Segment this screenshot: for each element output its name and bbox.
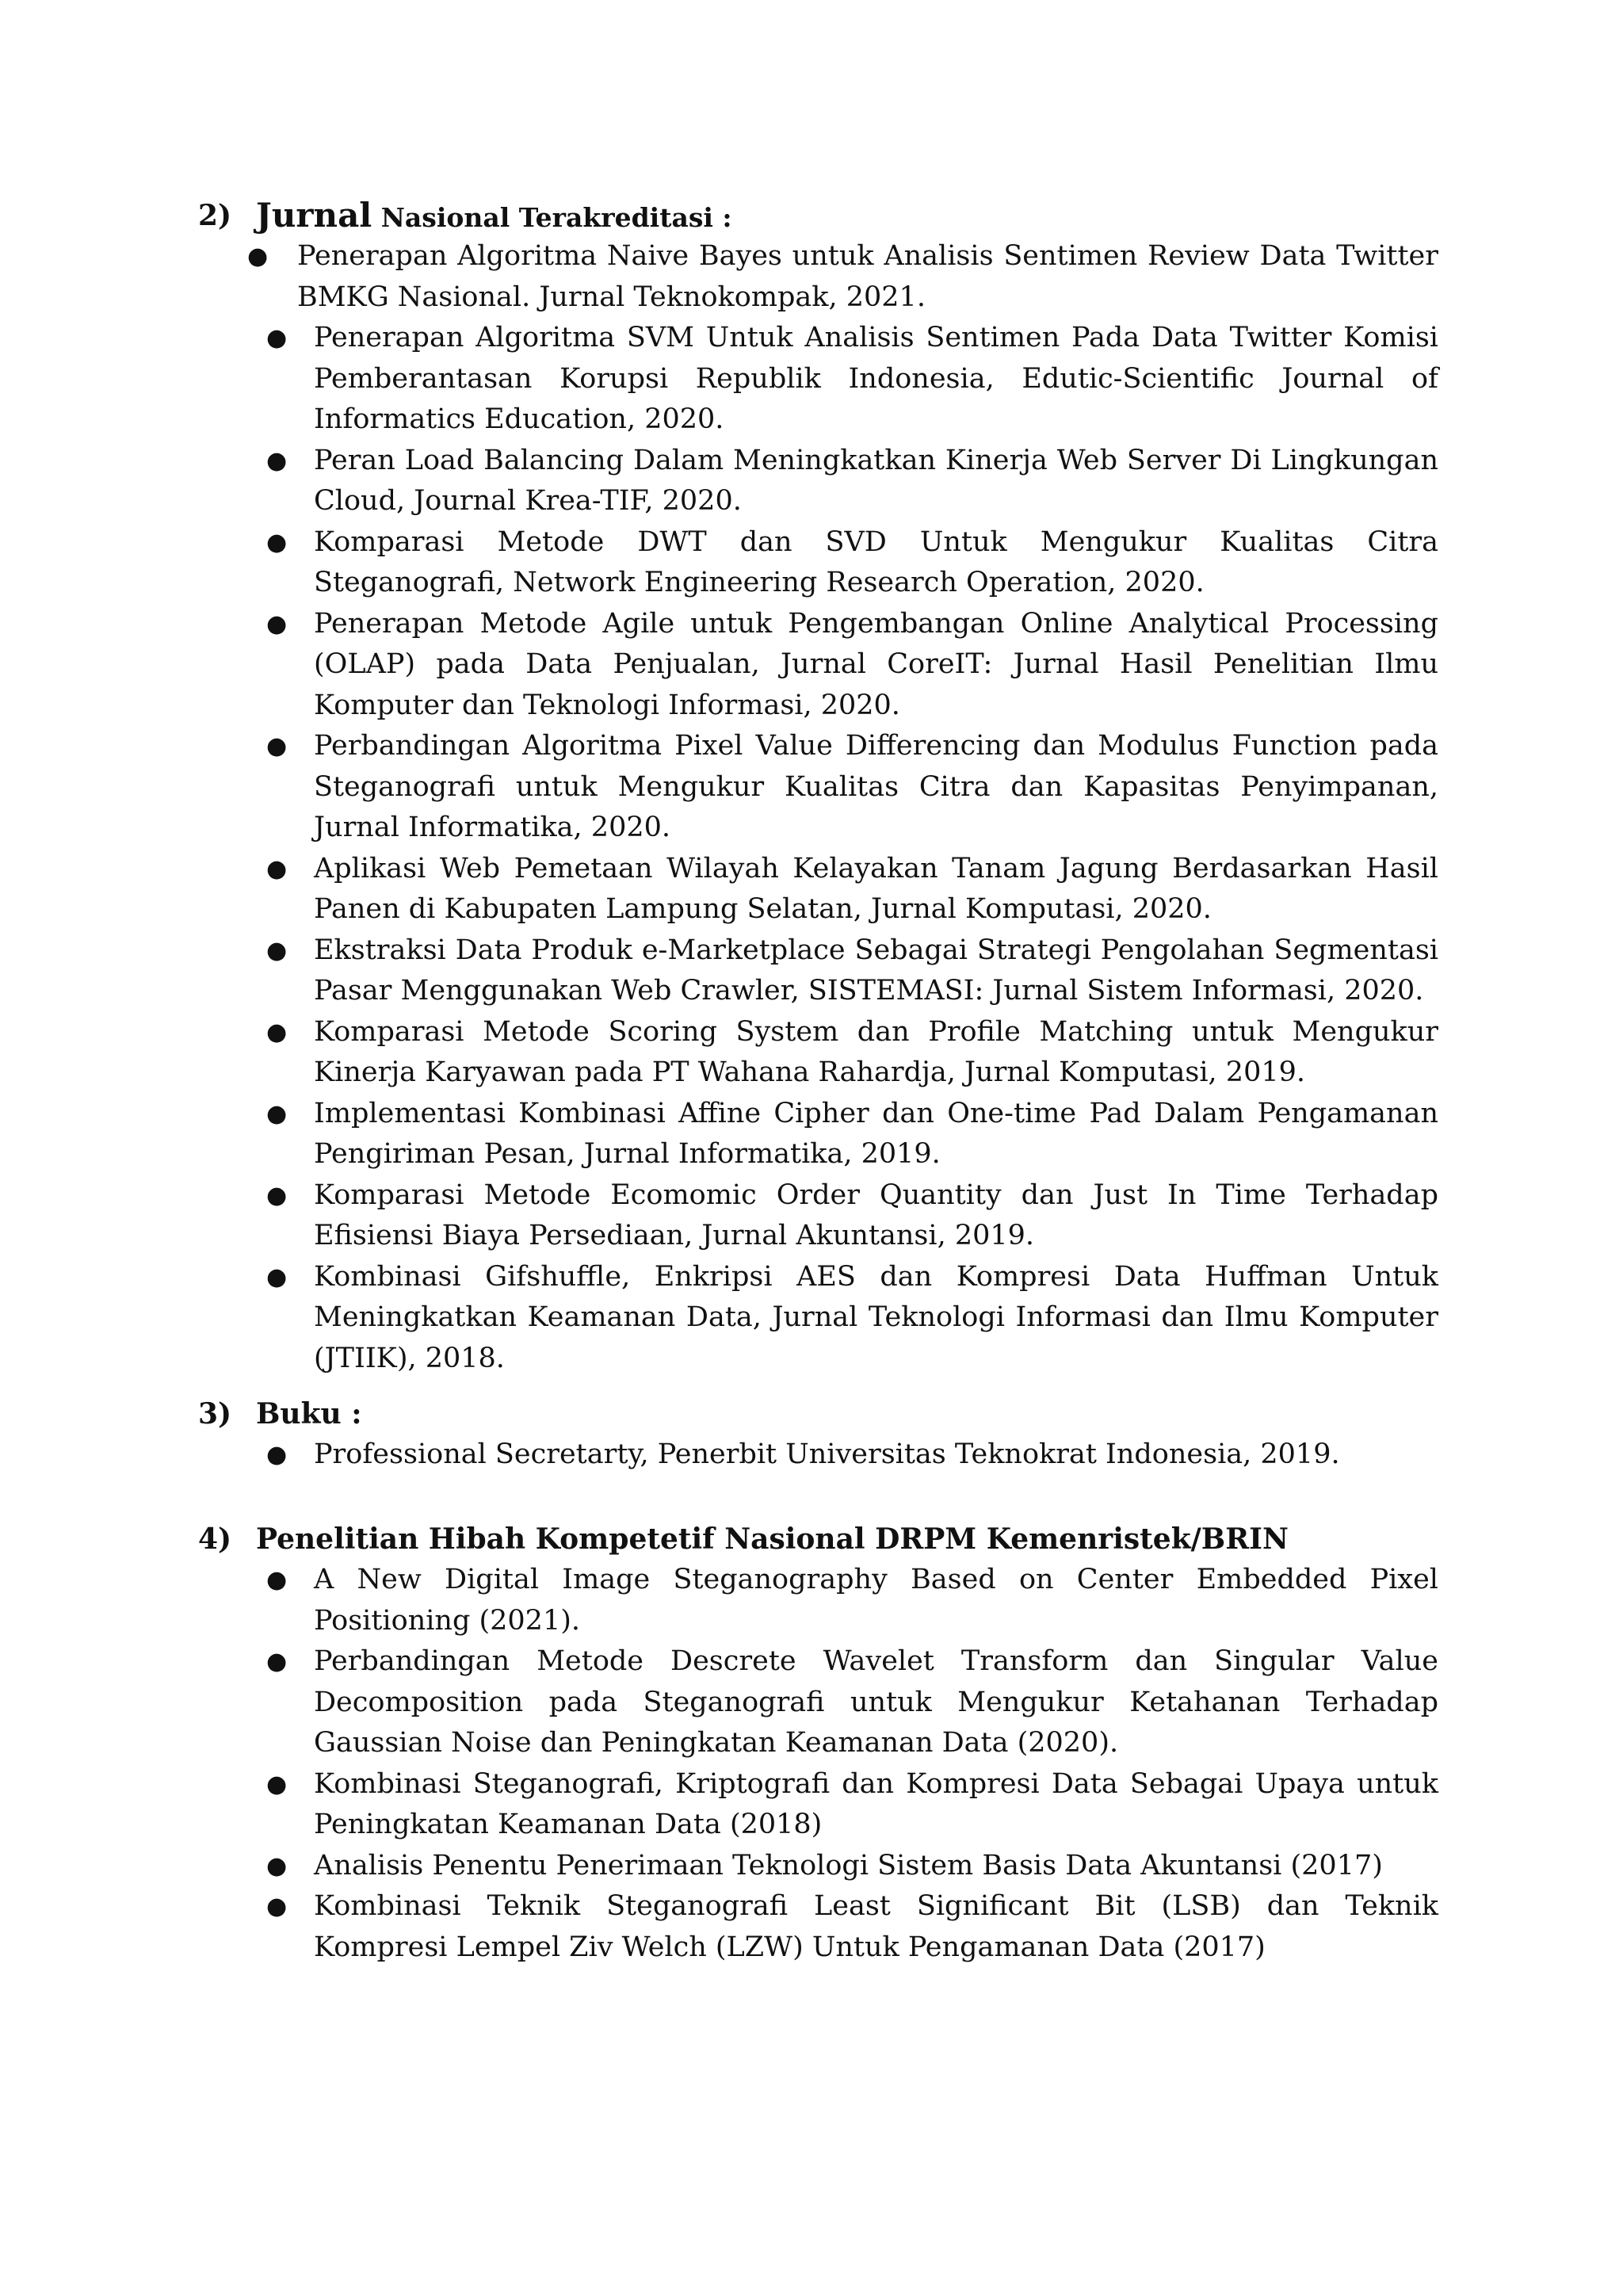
list-item-text: Kombinasi Gifshuffle, Enkripsi AES dan Kompresi Data Huffman Untuk Meningkatkan Keamanan Data, Jurnal Teknologi Informasi dan Ilmu Komputer (JTIIK), 2018. [314,1260,1438,1374]
section-title-main: Jurnal [256,196,372,235]
list-item-text: Perbandingan Metode Descrete Wavelet Transform dan Singular Value Decomposition pada Steganografi untuk Mengukur Ketahanan Terhadap Gaussian Noise dan Peningkatan Keamanan Data (2020). [314,1645,1438,1759]
list-item [198,1641,1438,1764]
list-item [198,1764,1438,1846]
list-item-text: Perbandingan Algoritma Pixel Value Differencing dan Modulus Function pada Steganografi untuk Mengukur Kualitas Citra dan Kapasitas Penyimpanan, Jurnal Informatika, 2020. [314,730,1438,843]
list-item-text: Komparasi Metode Scoring System dan Profile Matching untuk Mengukur Kinerja Karyawan pada PT Wahana Rahardja, Jurnal Komputasi, 2019. [314,1015,1438,1088]
list-item-text: Implementasi Kombinasi Affine Cipher dan One-time Pad Dalam Pengamanan Pengiriman Pesan, Jurnal Informatika, 2019. [314,1097,1438,1170]
list-item [198,849,1438,930]
list-item [198,604,1438,727]
list-item [198,522,1438,604]
bullet-icon: ● [266,1441,288,1469]
list-item-text: Penerapan Metode Agile untuk Pengembangan Online Analytical Processing (OLAP) pada Data Penjualan, Jurnal CoreIT: Jurnal Hasil Penelitian Ilmu Komputer dan Teknologi Informasi, 2020. [314,607,1438,721]
list-item [198,1257,1438,1380]
list-item [198,1094,1438,1175]
bullet-icon: ● [266,1263,288,1291]
section-heading [198,195,1438,236]
bullet-icon: ● [266,1851,288,1880]
section-heading [198,1519,1438,1560]
list-item-text: A New Digital Image Steganography Based on Center Embedded Pixel Positioning (2021). [314,1564,1438,1637]
list-item-text: Peran Load Balancing Dalam Meningkatkan Kinerja Web Server Di Lingkungan Cloud, Journal Krea-TIF, 2020. [314,444,1438,517]
bullet-icon: ● [266,528,288,556]
bullet-icon: ● [266,1648,288,1675]
section-number: 2) [198,199,232,232]
list-item [198,1012,1438,1094]
bullet-icon: ● [266,609,288,638]
list-item [198,441,1438,522]
list-item [198,318,1438,441]
list-item [198,236,1438,318]
jurnal-list [198,236,1438,1379]
section-heading [198,1393,1438,1435]
bullet-icon: ● [247,243,269,270]
section-jurnal [198,195,1438,1379]
list-item [198,1886,1438,1968]
list-item [198,1560,1438,1641]
list-item-text: Kombinasi Steganografi, Kriptografi dan Kompresi Data Sebagai Upaya untuk Peningkatan Keamanan Data (2018) [314,1767,1438,1840]
list-item-text: Penerapan Algoritma SVM Untuk Analisis Sentimen Pada Data Twitter Komisi Pemberantasan Korupsi Republik Indonesia, Edutic-Scientific Journal of Informatics Education, 2020. [314,322,1438,435]
bullet-icon: ● [266,446,288,475]
section-title: Penelitian Hibah Kompetetif Nasional DRPM Kemenristek/BRIN [256,1522,1289,1556]
list-item-text: Ekstraksi Data Produk e-Marketplace Sebagai Strategi Pengolahan Segmentasi Pasar Menggunakan Web Crawler, SISTEMASI: Jurnal Sistem Informasi, 2020. [314,934,1438,1007]
list-item [198,1175,1438,1257]
list-item-text: Kombinasi Teknik Steganografi Least Significant Bit (LSB) dan Teknik Kompresi Lempel Ziv Welch (LZW) Untuk Pengamanan Data (2017) [314,1890,1438,1963]
section-buku [198,1393,1438,1476]
list-item [198,1846,1438,1887]
list-item [198,1435,1438,1476]
section-title: Buku : [256,1397,362,1431]
list-item-text: Analisis Penentu Penerimaan Teknologi Sistem Basis Data Akuntansi (2017) [314,1849,1383,1881]
list-item-text: Penerapan Algoritma Naive Bayes untuk Analisis Sentimen Review Data Twitter BMKG Nasional. Jurnal Teknokompak, 2021. [297,240,1438,313]
section-number: 4) [198,1522,232,1556]
bullet-icon: ● [266,324,288,352]
section-penelitian [198,1519,1438,1968]
list-item-text: Komparasi Metode Ecomomic Order Quantity dan Just In Time Terhadap Efisiensi Biaya Persediaan, Jurnal Akuntansi, 2019. [314,1179,1438,1251]
list-item [198,726,1438,849]
bullet-icon: ● [266,1099,288,1128]
bullet-icon: ● [266,1566,288,1594]
bullet-icon: ● [266,1893,288,1920]
bullet-icon: ● [266,854,288,883]
penelitian-list [198,1560,1438,1968]
bullet-icon: ● [266,936,288,965]
list-item-text: Professional Secretarty, Penerbit Universitas Teknokrat Indonesia, 2019. [314,1438,1340,1470]
list-item [198,930,1438,1012]
list-item-text: Aplikasi Web Pemetaan Wilayah Kelayakan Tanam Jagung Berdasarkan Hasil Panen di Kabupaten Lampung Selatan, Jurnal Komputasi, 2020. [314,852,1438,925]
buku-list [198,1435,1438,1476]
bullet-icon: ● [266,1018,288,1046]
list-item-text: Komparasi Metode DWT dan SVD Untuk Mengukur Kualitas Citra Steganografi, Network Engineering Research Operation, 2020. [314,525,1438,598]
section-title-sub: Nasional Terakreditasi : [372,202,732,233]
section-title [256,195,732,239]
bullet-icon: ● [266,1770,288,1798]
section-number: 3) [198,1397,232,1431]
bullet-icon: ● [266,1181,288,1209]
bullet-icon: ● [266,732,288,760]
